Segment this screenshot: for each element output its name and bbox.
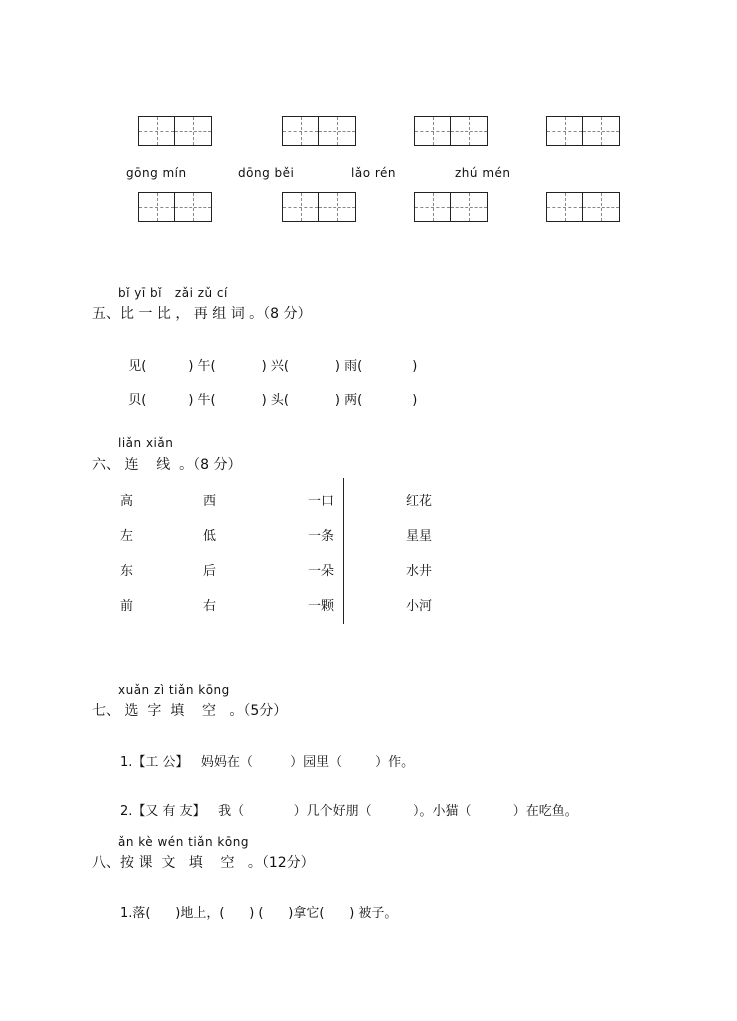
match-word[interactable]: 后 (203, 564, 217, 579)
match-word[interactable]: 一条 (308, 529, 335, 544)
divider-line (343, 478, 344, 624)
match-word[interactable]: 小河 (406, 599, 433, 614)
question-2[interactable]: 2.【又 有 友】 我（ ）几个好朋（ ）。小猫（ ）在吃鱼。 (120, 804, 578, 819)
pinyin-label: zhú mén (455, 166, 511, 180)
match-word[interactable]: 水井 (406, 564, 433, 579)
question-1[interactable]: 1.落( )地上，( ) ( )拿它( ) 被子。 (120, 906, 398, 921)
match-word[interactable]: 前 (120, 599, 134, 614)
section8-title: 八、按 课 文 填 空 。（12分） (92, 855, 315, 871)
match-word[interactable]: 左 (120, 529, 134, 544)
section7-pinyin: xuǎn zì tiǎn kōng (118, 683, 230, 697)
writing-grid[interactable] (138, 192, 212, 222)
match-word[interactable]: 一朵 (308, 564, 335, 579)
match-word[interactable]: 高 (120, 494, 134, 509)
match-word[interactable]: 东 (120, 564, 134, 579)
match-word[interactable]: 低 (203, 529, 217, 544)
section6-title: 六、 连 线 。（8 分） (92, 457, 242, 473)
section5-pinyin: bǐ yī bǐ zǎi zǔ cí (118, 286, 228, 300)
writing-grid[interactable] (546, 192, 620, 222)
match-word[interactable]: 一颗 (308, 599, 335, 614)
match-word[interactable]: 西 (203, 494, 217, 509)
writing-grid[interactable] (414, 116, 488, 146)
match-word[interactable]: 红花 (406, 494, 433, 509)
writing-grid[interactable] (546, 116, 620, 146)
section5-title: 五、比 一 比 ， 再 组 词 。（8 分） (92, 306, 312, 322)
question-1[interactable]: 1.【工 公】 妈妈在（ ）园里（ ）作。 (120, 755, 415, 770)
match-word[interactable]: 一口 (308, 494, 335, 509)
compare-row-1: 见( ) 午( ) 兴( ) 雨( ) (128, 359, 418, 374)
section7-title: 七、 选 字 填 空 。（5分） (92, 703, 288, 719)
match-word[interactable]: 右 (203, 599, 217, 614)
pinyin-label: gōng mín (126, 166, 187, 180)
pinyin-label: dōng běi (238, 166, 295, 180)
section6-pinyin: liǎn xiǎn (118, 436, 174, 450)
compare-row-2: 贝( ) 牛( ) 头( ) 两( ) (128, 393, 418, 408)
writing-grid[interactable] (282, 192, 356, 222)
writing-grid[interactable] (282, 116, 356, 146)
pinyin-label: lǎo rén (351, 166, 397, 180)
match-word[interactable]: 星星 (406, 529, 433, 544)
section8-pinyin: ǎn kè wén tiǎn kōng (118, 835, 249, 849)
writing-grid[interactable] (138, 116, 212, 146)
writing-grid[interactable] (414, 192, 488, 222)
